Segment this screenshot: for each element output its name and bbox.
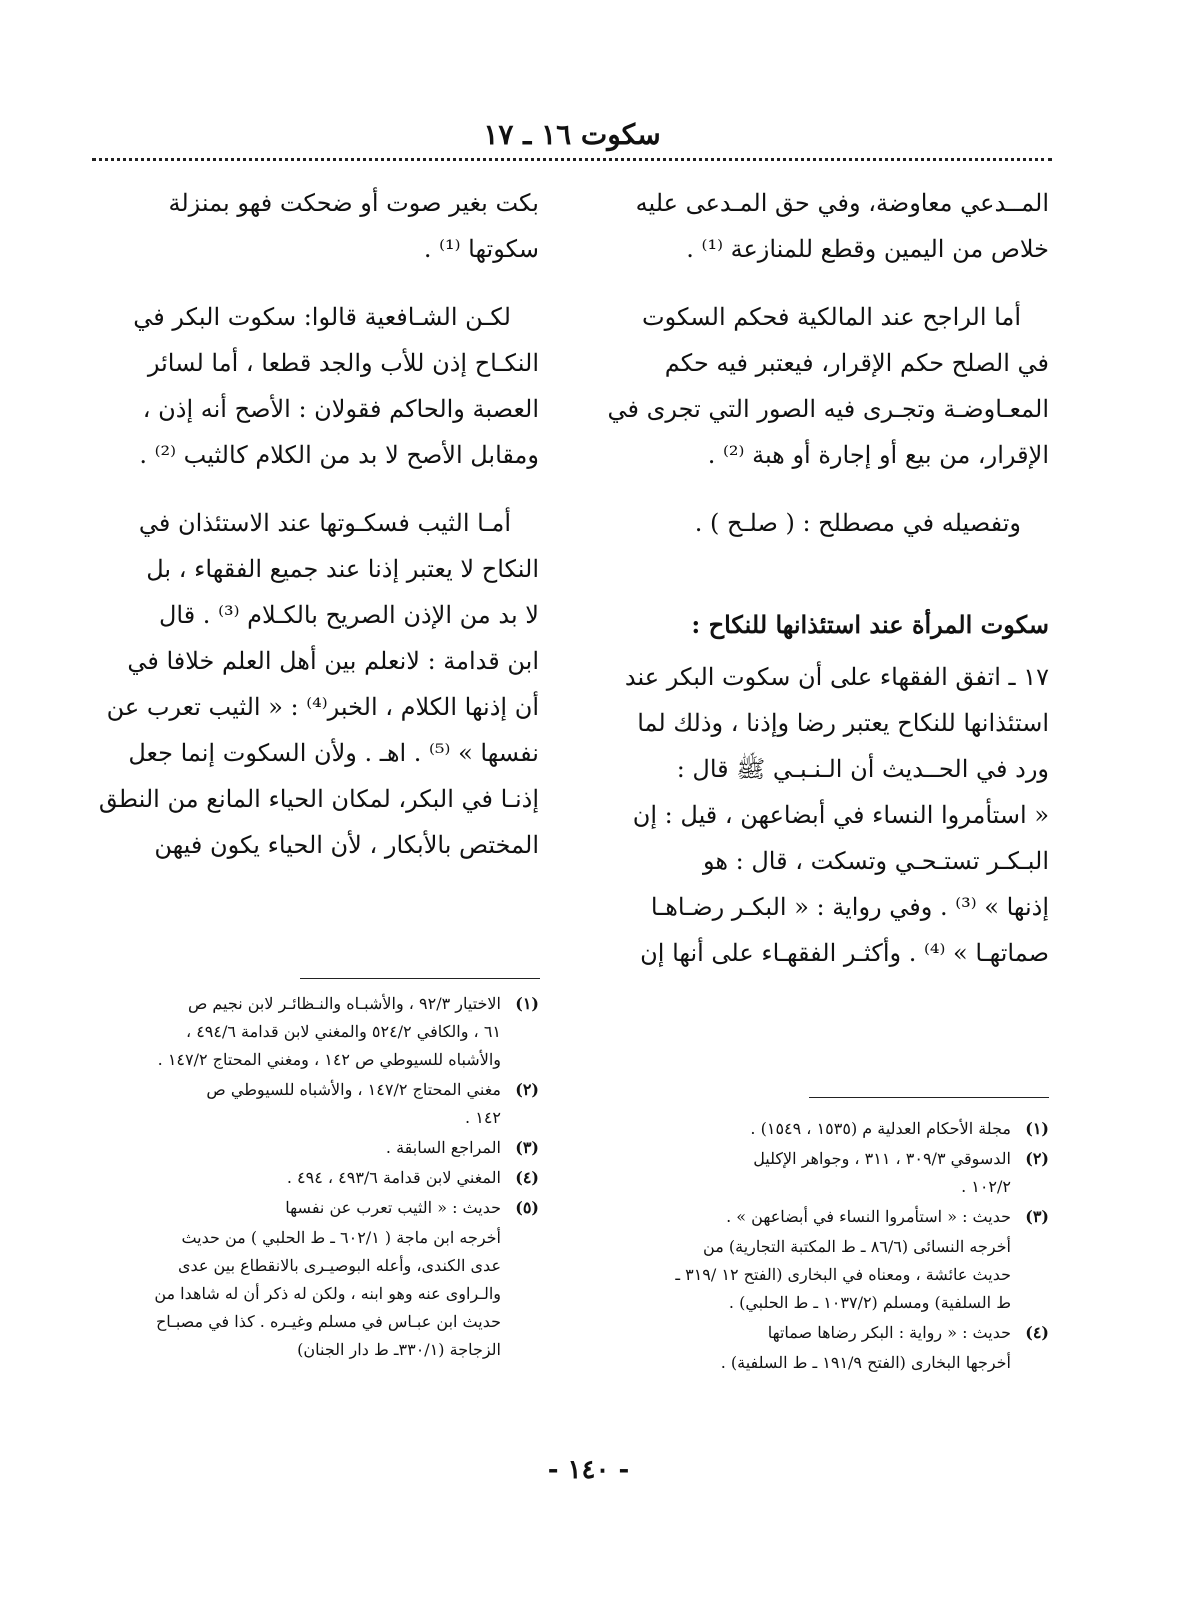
footnote <box>594 1145 1049 1201</box>
footnote-number: (٤) <box>515 1168 539 1187</box>
footnote-number <box>1011 1233 1049 1317</box>
section-heading: سكوت المرأة عند استئذانها للنكاح : <box>691 610 1049 639</box>
footnote <box>94 990 539 1074</box>
footnote <box>594 1115 1049 1143</box>
footnote-text: مغني المحتاج ١٤٧/٢ ، والأشباه للسيوطي ص ١٤٢ . <box>206 1080 501 1127</box>
footnote-text: حديث : « استأمروا النساء في أبضاعهن » . <box>726 1207 1011 1226</box>
right-column <box>594 180 1049 998</box>
footnote <box>94 1076 539 1132</box>
footnote-number: (٥) <box>515 1198 539 1217</box>
footnote <box>94 1164 539 1192</box>
footnote <box>594 1349 1049 1377</box>
left-paragraph-2: لكـن الشـافعية قالوا: سكوت البكر في النكـاح إذن للأب والجد قطعا ، أما لسائر العصبة والحاكم فقولان : الأصح أنه إذن ، ومقابل الأصح لا بد من الكلام كالثيب ⁽²⁾ . <box>133 303 539 469</box>
footnote <box>594 1203 1049 1231</box>
footnote-number <box>501 1224 539 1364</box>
right-paragraph-1: المــدعي معاوضة، وفي حق المـدعى عليه خلاص من اليمين وقطع للمنازعة ⁽¹⁾ . <box>635 189 1049 263</box>
footnote-text: أخرجها البخارى (الفتح ١٩١/٩ ـ ط السلفية) . <box>720 1353 1011 1372</box>
footnote-number: (٤) <box>1025 1323 1049 1342</box>
footnote-number <box>1011 1349 1049 1377</box>
left-footnote-rule <box>300 978 540 979</box>
right-footnotes <box>594 1115 1049 1379</box>
footnote-number: (٣) <box>1025 1207 1049 1226</box>
footnote-text: حديث : « الثيب تعرب عن نفسها <box>285 1198 501 1217</box>
footnote-text: الدسوقي ٣٠٩/٣ ، ٣١١ ، وجواهر الإكليل ١٠٢/٢ . <box>753 1149 1011 1196</box>
left-column <box>94 180 539 890</box>
footnote-text: أخرجه النسائى (٨٦/٦ ـ ط المكتبة التجارية) من حديث عائشة ، ومعناه في البخارى (الفتح ١٢ /٣١٩ ـ ط السلفية) ومسلم (١٠٣٧/٢ ـ ط الحلبي) . <box>675 1237 1011 1312</box>
left-footnotes <box>94 990 539 1366</box>
footnote-number: (٢) <box>1025 1149 1049 1168</box>
footnote-text: المراجع السابقة . <box>385 1138 501 1157</box>
footnote-text: أخرجه ابن ماجة ( ٦٠٢/١ ـ ط الحلبي ) من حديث عدى الكندى، وأعله البوصيـرى بالانقطاع بين عدى والـراوى عنه وهو ابنه ، ولكن له ذكر أن له شاهدا من حديث ابن عبـاس في مسلم وغيـره . كذا في مصبـاح الزجاجة (٣٣٠/١ـ ط دار الجنان) <box>154 1228 501 1359</box>
right-paragraph-3: وتفصيله في مصطلح : ( صلـح ) . <box>694 509 1021 537</box>
footnote-number: (١) <box>515 994 539 1013</box>
left-paragraph-1: بكت بغير صوت أو ضحكت فهو بمنزلة سكوتها ⁽¹⁾ . <box>168 189 539 263</box>
footnote <box>594 1319 1049 1347</box>
left-paragraph-3: أمـا الثيب فسكـوتها عند الاستئذان في النكاح لا يعتبر إذنا عند جميع الفقهاء ، بل لا بد من الإذن الصريح بالكـلام ⁽³⁾ . قال ابن قدامة : لانعلم بين أهل العلم خلافا في أن إذنها الكلام ، الخبر⁽⁴⁾ : « الثيب تعرب عن نفسها » ⁽⁵⁾ . اهـ . ولأن السكوت إنما جعل إذنـا في البكر، لمكان الحياء المانع من النطق المختص بالأبكار ، لأن الحياء يكون فيهن <box>98 509 539 859</box>
section-paragraph: ١٧ ـ اتفق الفقهاء على أن سكوت البكر عند استئذانها للنكاح يعتبر رضا وإذنا ، وذلك لما ورد في الحــديث أن الـنـبـي ﷺ قال : « استأمروا النساء في أبضاعهن ، قيل : إن البـكـر تستـحـي وتسكت ، قال : هو إذنها » ⁽³⁾ . وفي رواية : « البكـر رضـاهـا صماتهـا » ⁽⁴⁾ . وأكثـر الفقهـاء على أنها إن <box>624 663 1049 967</box>
running-header: سكوت ١٦ ـ ١٧ <box>483 118 661 151</box>
footnote <box>94 1224 539 1364</box>
footnote-number: (٣) <box>515 1138 539 1157</box>
page-number: - ١٤٠ - <box>547 1455 630 1485</box>
footnote-text: حديث : « رواية : البكر رضاها صماتها <box>767 1323 1011 1342</box>
footnote-number: (١) <box>1025 1119 1049 1138</box>
footnote <box>94 1194 539 1222</box>
footnote <box>594 1233 1049 1317</box>
footnote-number: (٢) <box>515 1080 539 1099</box>
header-dotted-rule <box>92 158 1052 161</box>
right-footnote-rule <box>809 1097 1049 1098</box>
footnote-text: المغني لابن قدامة ٤٩٣/٦ ، ٤٩٤ . <box>286 1168 501 1187</box>
right-paragraph-2: أما الراجح عند المالكية فحكم السكوت في الصلح حكم الإقرار، فيعتبر فيه حكم المعـاوضـة وتجـرى فيه الصور التي تجرى في الإقرار، من بيع أو إجارة أو هبة ⁽²⁾ . <box>607 303 1049 469</box>
footnote-text: مجلة الأحكام العدلية م (١٥٣٥ ، ١٥٤٩) . <box>750 1119 1011 1138</box>
footnote <box>94 1134 539 1162</box>
footnote-text: الاختيار ٩٢/٣ ، والأشبـاه والنـظائـر لابن نجيم ص ٦١ ، والكافي ٥٢٤/٢ والمغني لابن قدامة ٤٩٤/٦ ، والأشباه للسيوطي ص ١٤٢ ، ومغني المحتاج ١٤٧/٢ . <box>157 994 501 1069</box>
